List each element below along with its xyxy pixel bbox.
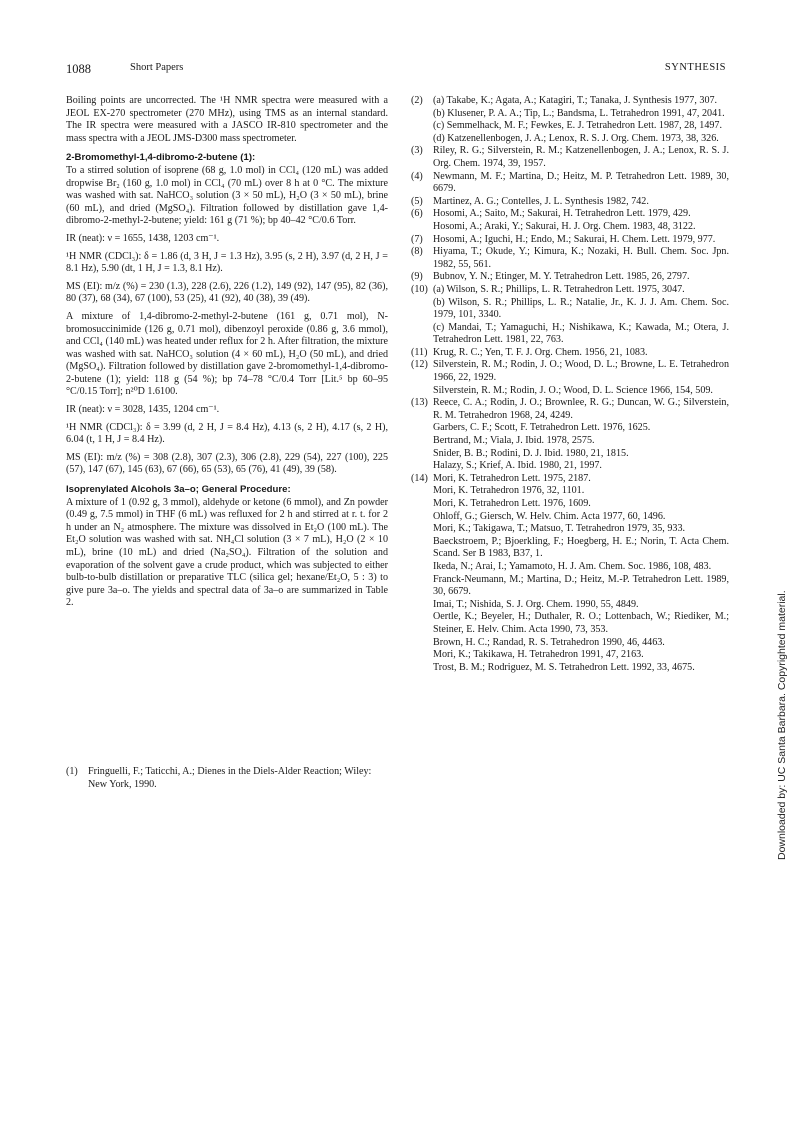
reference-number: (9)	[411, 271, 423, 283]
reference-entry: (c) Mandai, T.; Yamaguchi, H.; Nishikawa, K.; Kawada, M.; Otera, J. Tetrahedron Lett. 1981, 22, 763.	[433, 321, 729, 346]
reference-entry: Halazy, S.; Krief, A. Ibid. 1980, 21, 1997.	[433, 460, 602, 472]
reference-entry: Riley, R. G.; Silverstein, R. M.; Katzenellenbogen, J. A.; Lenox, R. S. J. Org. Chem. 1974, 39, 1957.	[433, 145, 729, 169]
reference-entry: Mori, K.; Takikawa, H. Tetrahedron 1991, 47, 2163.	[433, 649, 644, 661]
section-title: Short Papers	[130, 62, 184, 73]
reference-text: Fringuelli, F.; Taticchi, A.; Dienes in the Diels-Alder Reaction; Wiley: New York, 1990.	[88, 766, 372, 790]
reference-item	[411, 271, 729, 284]
reference-entry: (b) Klusener, P. A. A.; Tip, L.; Bandsma, L. Tetrahedron 1991, 47, 2041.	[433, 107, 725, 119]
reference-entry: Silverstein, R. M.; Rodin, J. O.; Wood, D. L. Science 1966, 154, 509.	[433, 384, 713, 396]
heading-general-procedure: Isoprenylated Alcohols 3a–o; General Procedure:	[66, 484, 291, 496]
page-number: 1088	[66, 62, 91, 76]
reference-entry: Hiyama, T.; Okude, Y.; Kimura, K.; Nozaki, H. Bull. Chem. Soc. Jpn. 1982, 55, 561.	[433, 246, 729, 270]
reference-entry: (a) Takabe, K.; Agata, A.; Katagiri, T.; Tanaka, J. Synthesis 1977, 307.	[433, 95, 718, 106]
nmr-data-1: ¹H NMR (CDCl₃): δ = 1.86 (d, 3 H, J = 1.3 Hz), 3.95 (s, 2 H), 3.97 (d, 2 H, J = 8.1 Hz), 5.90 (dt, 1 H, J = 1.3, 8.1 Hz).	[66, 250, 388, 275]
reference-entry: Hosomi, A.; Araki, Y.; Sakurai, H. J. Org. Chem. 1983, 48, 3122.	[433, 220, 696, 232]
reference-number: (6)	[411, 208, 423, 220]
reference-entry: Hosomi, A.; Saito, M.; Sakurai, H. Tetrahedron Lett. 1979, 429.	[433, 208, 691, 220]
reference-entry: Newmann, M. F.; Martina, D.; Heitz, M. P. Tetrahedron Lett. 1989, 30, 6679.	[433, 170, 729, 195]
reference-number: (14)	[411, 472, 428, 484]
procedure-paragraph-3: A mixture of 1 (0.92 g, 3 mmol), aldehyde or ketone (6 mmol), and Zn powder (0.49 g, 7.5 mmol) in THF (6 mL) was refluxed for 2 h and stirred at r. t. for 2 h under an N₂ atmosphere. The mixture was dissolved in Et₂O (100 mL). The Et₂O solution was washed with sat. NH₄Cl solution (3 × 7 mL), H₂O (2 × 10 mL), brine (10 mL) and dried (Na₂SO₄). Filtration of the solution and evaporation of the solvent gave a crude product, which was subjected to either bulb-to-bulb distillation or preparative TLC (silica gel; hexane/Et₂O, 5 : 3) to give pure 3a–o. The yields and spectral data of 3a–o are summarized in Table 2.	[66, 496, 388, 609]
journal-name: SYNTHESIS	[664, 62, 726, 73]
reference-number: (4)	[411, 170, 423, 182]
ir-data-2: IR (neat): ν = 3028, 1435, 1204 cm⁻¹.	[66, 404, 220, 416]
reference-number: (13)	[411, 397, 428, 409]
reference-entry: Garbers, C. F.; Scott, F. Tetrahedron Lett. 1976, 1625.	[433, 422, 651, 434]
reference-number: (11)	[411, 346, 428, 358]
reference-number: (1)	[66, 766, 78, 777]
procedure-paragraph-2: A mixture of 1,4-dibromo-2-methyl-2-butene (161 g, 0.71 mol), N-bromosuccinimide (126 g, 0.71 mol), dibenzoyl peroxide (0.86 g, 3.6 mmol), and CCl₄ (140 mL) was heated under reflux for 2 h. After filtration, the mixture was washed with sat. NaHCO₃ solution (4 × 60 mL), H₂O (50 mL), and dried (MgSO₄). Filtration followed by distillation gave 2-bromomethyl-1,4-dibromo-2-butene (1); yield: 118 g (54 %); bp 74–78 °C/0.4 Torr [Lit.⁵ bp 60–95 °C/0.15 Torr]; n²⁰D 1.6100.	[66, 310, 388, 398]
reference-entry: Reece, C. A.; Rodin, J. O.; Brownlee, R. G.; Duncan, W. G.; Silverstein, R. M. Tetrahedron 1968, 24, 4249.	[433, 397, 729, 421]
reference-entry: Mori, K. Tetrahedron Lett. 1975, 2187.	[433, 472, 591, 484]
reference-entry: (d) Katzenellenbogen, J. A.; Lenox, R. S. J. Org. Chem. 1973, 38, 326.	[433, 132, 719, 144]
reference-number: (8)	[411, 246, 423, 258]
procedure-paragraph-1: To a stirred solution of isoprene (68 g, 1.0 mol) in CCl₄ (120 mL) was added dropwise Br₂ (160 g, 1.0 mol) in CCl₄ (70 mL) over 8 h at 0 °C. The mixture was washed with sat. NaHCO₃ solution (3 × 50 mL), H₂O (3 × 50 mL), brine (60 mL), and dried (MgSO₄). Filtration followed by distillation gave 1,4-dibromo-2-methyl-2-butene; yield: 161 g (71 %); bp 40–42 °C/0.6 Torr.	[66, 164, 388, 227]
ir-data-1: IR (neat): ν = 1655, 1438, 1203 cm⁻¹.	[66, 232, 220, 244]
reference-number: (5)	[411, 195, 423, 207]
reference-entry: Krug, R. C.; Yen, T. F. J. Org. Chem. 1956, 21, 1083.	[433, 346, 648, 358]
reference-number: (10)	[411, 283, 428, 295]
left-column	[66, 95, 388, 610]
reference-entry: Oertle, K.; Beyeler, H.; Duthaler, R. O.; Lottenbach, W.; Riediker, M.; Steiner, E. Helv. Chim. Acta 1990, 73, 353.	[433, 611, 729, 635]
reference-entry: (a) Wilson, S. R.; Phillips, L. R. Tetrahedron Lett. 1975, 3047.	[433, 283, 685, 295]
reference-item	[411, 145, 729, 170]
page-header	[66, 62, 726, 78]
reference-entry: Martinez, A. G.; Contelles, J. L. Synthesis 1982, 742.	[433, 195, 649, 207]
heading-compound-1: 2-Bromomethyl-1,4-dibromo-2-butene (1):	[66, 152, 256, 164]
ms-data-1: MS (EI): m/z (%) = 230 (1.3), 228 (2.6), 226 (1.2), 149 (92), 147 (95), 82 (36), 80 (37), 68 (34), 67 (100), 53 (25), 41 (92), 40 (38), 39 (49).	[66, 280, 388, 305]
footnote	[66, 766, 388, 791]
reference-entry: Mori, K.; Takigawa, T.; Matsuo, T. Tetrahedron 1979, 35, 933.	[433, 523, 686, 535]
reference-entry: Ohloff, G.; Giersch, W. Helv. Chim. Acta 1977, 60, 1496.	[433, 510, 666, 522]
reference-item	[411, 284, 729, 347]
download-notice: Downloaded by: UC Santa Barbara. Copyrighted material.	[776, 590, 788, 860]
reference-entry: Hosomi, A.; Iguchi, H.; Endo, M.; Sakurai, H. Chem. Lett. 1979, 977.	[433, 233, 716, 245]
reference-item	[411, 347, 729, 360]
reference-item	[411, 359, 729, 397]
ms-data-2: MS (EI): m/z (%) = 308 (2.8), 307 (2.3), 306 (2.8), 229 (54), 227 (100), 225 (57), 147 (67), 145 (63), 67 (66), 65 (53), 65 (76), 41 (49), 39 (58).	[66, 451, 388, 476]
reference-item	[411, 234, 729, 247]
reference-number: (7)	[411, 233, 423, 245]
reference-entry: (c) Semmelhack, M. F.; Fewkes, E. J. Tetrahedron Lett. 1987, 28, 1497.	[433, 120, 723, 132]
reference-entry: Mori, K. Tetrahedron Lett. 1976, 1609.	[433, 498, 591, 509]
reference-entry: Silverstein, R. M.; Rodin, J. O.; Wood, D. L.; Browne, L. E. Tetrahedron 1966, 22, 1929.	[433, 359, 729, 384]
reference-entry: Imai, T.; Nishida, S. J. Org. Chem. 1990, 55, 4849.	[433, 598, 639, 610]
reference-entry: Ikeda, N.; Arai, I.; Yamamoto, H. J. Am. Chem. Soc. 1986, 108, 483.	[433, 560, 712, 572]
reference-entry: Trost, B. M.; Rodriguez, M. S. Tetrahedron Lett. 1992, 33, 4675.	[433, 661, 695, 673]
intro-paragraph: Boiling points are uncorrected. The ¹H NMR spectra were measured with a JEOL EX-270 spectrometer (270 MHz), using TMS as an internal standard. The IR spectra were measured with a JASCO IR-810 spectrometer and the mass spectra with a JEOL JMS-D300 mass spectrometer.	[66, 95, 388, 144]
reference-entry: Mori, K. Tetrahedron 1976, 32, 1101.	[433, 485, 585, 497]
reference-entry: Franck-Neumann, M.; Martina, D.; Heitz, M.-P. Tetrahedron Lett. 1989, 30, 6679.	[433, 573, 729, 598]
reference-number: (12)	[411, 359, 428, 371]
reference-entry: Bubnov, Y. N.; Etinger, M. Y. Tetrahedron Lett. 1985, 26, 2797.	[433, 271, 690, 283]
reference-item	[411, 171, 729, 196]
reference-number: (3)	[411, 145, 423, 157]
reference-item	[66, 766, 388, 791]
reference-item	[411, 95, 729, 145]
reference-entry: Snider, B. B.; Rodini, D. J. Ibid. 1980, 21, 1815.	[433, 447, 629, 459]
reference-item	[411, 208, 729, 233]
reference-number: (2)	[411, 95, 423, 106]
reference-entry: (b) Wilson, S. R.; Phillips, L. R.; Natalie, Jr., K. J. J. Am. Chem. Soc. 1979, 101, 3340.	[433, 296, 729, 321]
nmr-data-2: ¹H NMR (CDCl₃): δ = 3.99 (d, 2 H, J = 8.4 Hz), 4.13 (s, 2 H), 4.17 (s, 2 H), 6.04 (t, 1 H, J = 8.4 Hz).	[66, 421, 388, 446]
reference-item	[411, 473, 729, 675]
reference-item	[411, 196, 729, 209]
reference-entry: Brown, H. C.; Randad, R. S. Tetrahedron 1990, 46, 4463.	[433, 636, 665, 648]
reference-item	[411, 397, 729, 473]
references-list	[411, 95, 729, 674]
reference-entry: Bertrand, M.; Viala, J. Ibid. 1978, 2575.	[433, 435, 595, 447]
reference-entry: Baeckstroem, P.; Bjoerkling, F.; Hoegberg, H. E.; Norin, T. Acta Chem. Scand. Ser B 1983, B37, 1.	[433, 535, 729, 560]
reference-item	[411, 246, 729, 271]
